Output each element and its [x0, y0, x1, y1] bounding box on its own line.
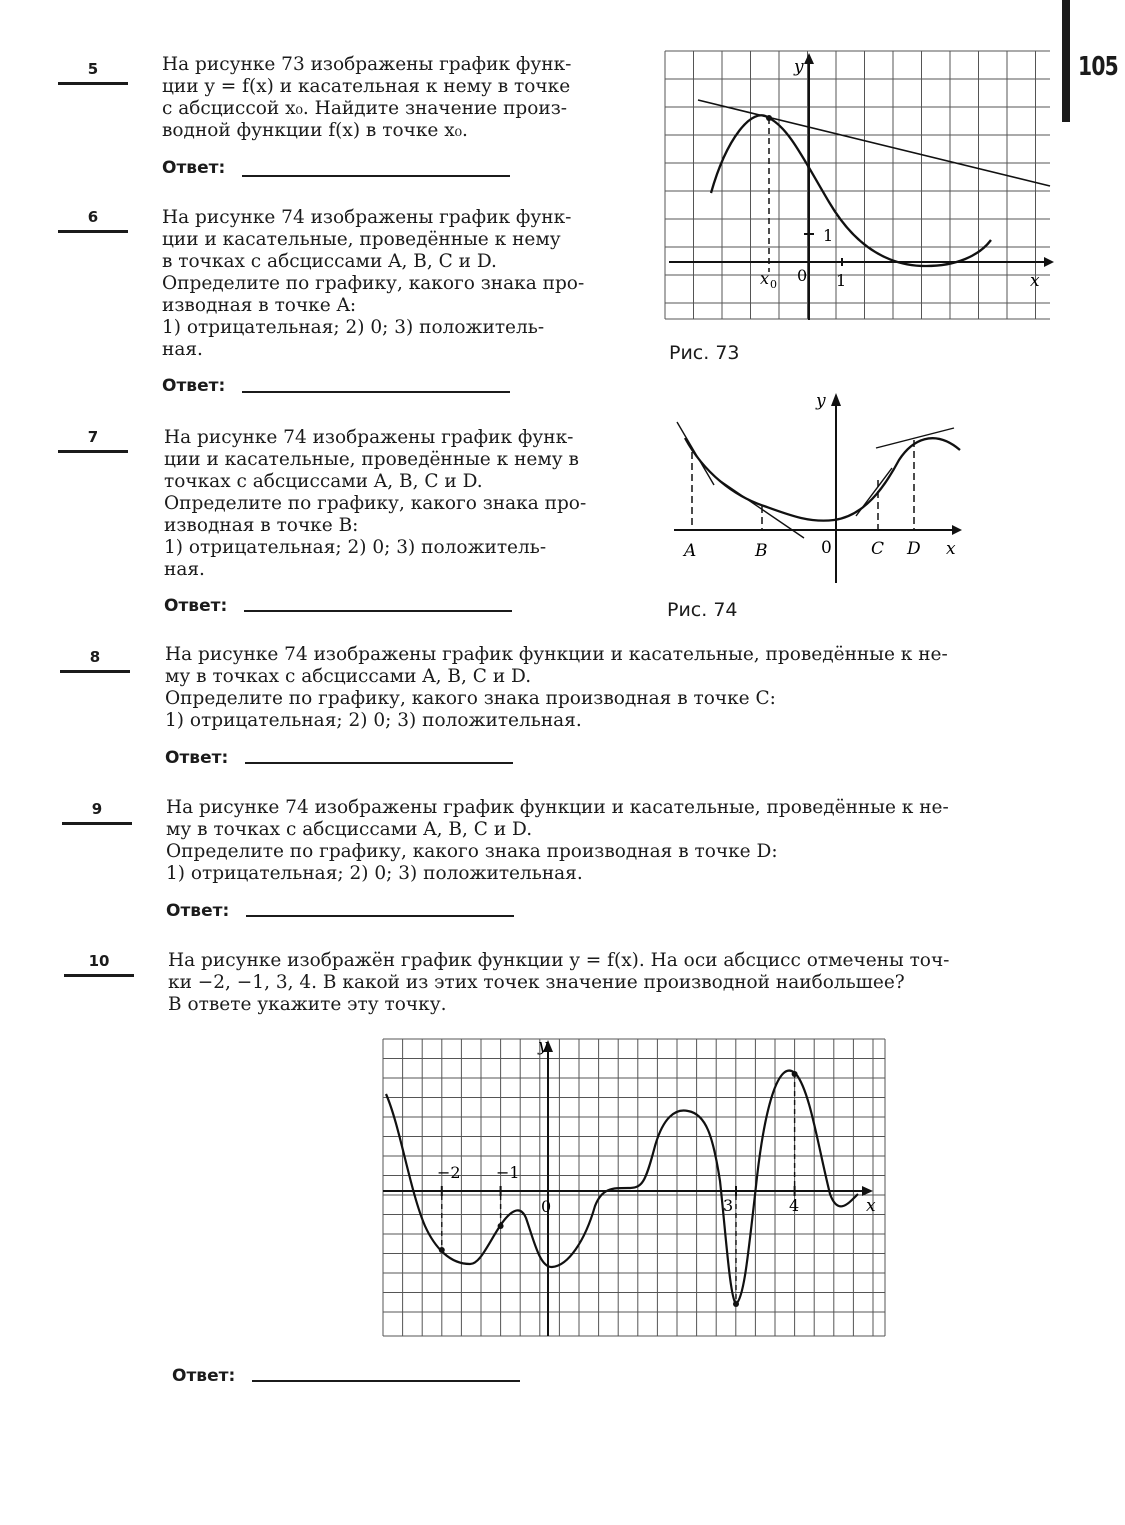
problem-10-text: [168, 950, 1058, 1016]
text-line: точках с абсциссами A, B, C и D.: [164, 471, 483, 492]
fig73-one-y-label: 1: [823, 226, 834, 245]
fig74-y-arrow: [831, 393, 841, 406]
problem-5-text: [162, 54, 644, 142]
fig10-point-4: [792, 1071, 798, 1077]
text-line: ная.: [162, 339, 203, 360]
problem-6-answer-label: Ответ:: [162, 376, 226, 396]
fig10-label-m1: −1: [496, 1163, 520, 1182]
text-line: Определите по графику, какого знака производная в точке C:: [165, 688, 776, 709]
text-line: 1) отрицательная; 2) 0; 3) положительная.: [166, 863, 583, 884]
fig10-y-label: y: [538, 1036, 548, 1056]
problem-7-answer-field[interactable]: [244, 610, 512, 612]
text-line: изводная в точке A:: [162, 295, 357, 316]
page-number: 105: [1078, 52, 1118, 82]
text-line: 1) отрицательная; 2) 0; 3) положитель-: [162, 317, 545, 338]
text-line: На рисунке 74 изображены график функ-: [164, 427, 574, 448]
text-line: Определите по графику, какого знака производная в точке D:: [166, 841, 778, 862]
problem-9-answer-label: Ответ:: [166, 901, 230, 921]
problem-7-text: [164, 427, 646, 581]
figure-73: [664, 50, 1056, 322]
text-line: На рисунке 74 изображены график функции и касательные, проведённые к не-: [166, 797, 949, 818]
text-line: На рисунке 73 изображены график функ-: [162, 54, 572, 75]
text-line: 1) отрицательная; 2) 0; 3) положитель-: [164, 537, 547, 558]
text-line: му в точках с абсциссами A, B, C и D.: [166, 819, 533, 840]
problem-6-number: 6: [87, 208, 99, 226]
fig74-point-D: D: [907, 539, 921, 559]
problem-7-number: 7: [87, 428, 99, 446]
fig74-point-C: C: [871, 539, 885, 559]
fig73-x-label: x: [1030, 271, 1040, 291]
problem-9-text: [166, 797, 1056, 885]
fig73-y-arrow: [804, 53, 814, 64]
fig74-tangent-D: [876, 428, 954, 448]
problem-8-number: 8: [89, 648, 101, 666]
problem-5-answer-field[interactable]: [242, 175, 510, 177]
fig10-function-curve: [386, 1071, 858, 1304]
text-line: ции y = f(x) и касательная к нему в точке: [162, 76, 571, 97]
text-line: му в точках с абсциссами A, B, C и D.: [165, 666, 532, 687]
text-line: ки −2, −1, 3, 4. В какой из этих точек значение производной наибольшее?: [168, 972, 905, 993]
fig73-y-label: y: [794, 57, 804, 77]
page-number-bar: [1062, 0, 1070, 122]
problem-10-answer-label: Ответ:: [172, 1366, 236, 1386]
fig74-tangent-C: [856, 468, 892, 516]
text-line: в точках с абсциссами A, B, C и D.: [162, 251, 497, 272]
fig74-x-label: x: [946, 539, 956, 559]
fig10-point-m2: [439, 1247, 445, 1253]
problem-9-number: 9: [91, 800, 103, 818]
text-line: На рисунке 74 изображены график функ-: [162, 207, 572, 228]
text-line: 1) отрицательная; 2) 0; 3) положительная.: [165, 710, 582, 731]
problem-10-answer-field[interactable]: [252, 1380, 520, 1382]
problem-5-answer-label: Ответ:: [162, 158, 226, 178]
fig74-point-A: A: [684, 541, 697, 561]
text-line: В ответе укажите эту точку.: [168, 994, 447, 1015]
fig73-tangent-point: [766, 115, 772, 121]
text-line: ции и касательные, проведённые к нему: [162, 229, 561, 250]
fig10-x-label: x: [866, 1196, 876, 1216]
text-line: водной функции f(x) в точке x₀.: [162, 120, 468, 141]
problem-9-rule: [62, 822, 132, 825]
fig74-y-label: y: [816, 391, 826, 411]
fig73-x0-subscript: 0: [770, 278, 777, 291]
fig10-point-3: [733, 1301, 739, 1307]
figure-74: [664, 388, 976, 588]
problem-8-text: [165, 644, 1055, 732]
fig73-origin-label: 0: [797, 266, 808, 285]
fig74-function-curve: [685, 438, 960, 521]
text-line: ная.: [164, 559, 205, 580]
fig73-x-arrow: [1044, 257, 1054, 267]
fig74-caption: Рис. 74: [667, 599, 738, 621]
text-line: На рисунке изображён график функции y = f(x). На оси абсцисс отмечены точ-: [168, 950, 950, 971]
problem-7-rule: [58, 450, 128, 453]
text-line: с абсциссой x₀. Найдите значение произ-: [162, 98, 568, 119]
problem-6-rule: [58, 230, 128, 233]
fig10-origin-label: 0: [541, 1197, 552, 1216]
problem-5-rule: [58, 82, 128, 85]
fig74-origin-label: 0: [821, 538, 832, 558]
fig73-grid: [665, 51, 1050, 319]
text-line: изводная в точке B:: [164, 515, 359, 536]
problem-10-rule: [64, 974, 134, 977]
fig10-point-m1: [498, 1223, 504, 1229]
problem-6-answer-field[interactable]: [242, 391, 510, 393]
text-line: На рисунке 74 изображены график функции и касательные, проведённые к не-: [165, 644, 948, 665]
fig74-tangent-A: [677, 422, 714, 485]
fig73-one-x-label: 1: [836, 271, 847, 290]
problem-5-number: 5: [87, 60, 99, 78]
fig10-label-m2: −2: [437, 1163, 461, 1182]
problem-9-answer-field[interactable]: [246, 915, 514, 917]
fig74-x-arrow: [952, 525, 962, 535]
fig73-x0-label: x: [760, 269, 770, 288]
text-line: Определите по графику, какого знака про-: [164, 493, 587, 514]
problem-10-number: 10: [88, 952, 110, 970]
text-line: Определите по графику, какого знака про-: [162, 273, 585, 294]
problem-6-text: [162, 207, 644, 361]
problem-7-answer-label: Ответ:: [164, 596, 228, 616]
problem-8-answer-label: Ответ:: [165, 748, 229, 768]
problem-8-answer-field[interactable]: [245, 762, 513, 764]
fig10-label-4: 4: [789, 1196, 800, 1215]
problem-8-rule: [60, 670, 130, 673]
fig74-point-B: B: [755, 541, 768, 561]
fig73-caption: Рис. 73: [669, 342, 740, 364]
figure-10: [380, 1036, 890, 1340]
fig10-label-3: 3: [723, 1196, 734, 1215]
text-line: ции и касательные, проведённые к нему в: [164, 449, 579, 470]
